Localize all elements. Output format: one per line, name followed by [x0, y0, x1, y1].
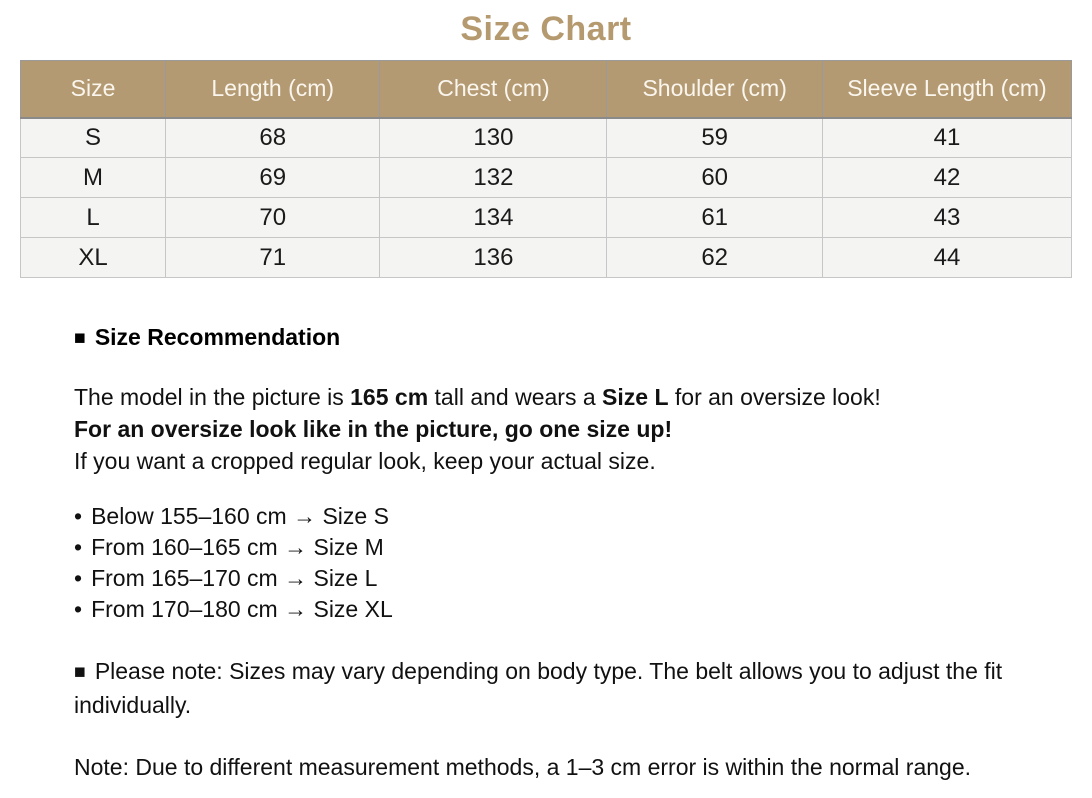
bullet-icon: •: [74, 565, 83, 591]
model-info-text: tall and wears a: [428, 384, 603, 410]
column-header-chest: Chest (cm): [380, 61, 607, 118]
column-header-size: Size: [21, 61, 166, 118]
measurement-note: Note: Due to different measurement methods, a 1–3 cm error is within the normal range.: [74, 754, 972, 780]
size-guide-item-m: [74, 532, 1052, 563]
table-row-m: [21, 158, 1072, 198]
table-header-row: [21, 61, 1072, 118]
size-recommendation-heading: [74, 324, 1052, 351]
size-guide-item-l: [74, 563, 1052, 594]
please-note-paragraph: [74, 655, 1039, 722]
cell-sleeve-length: 41: [822, 118, 1071, 158]
please-note-text: Please note: Sizes may vary depending on body type. The belt allows you to adjust the fit individually.: [74, 658, 1003, 718]
model-info-text: The model in the picture is: [74, 384, 351, 410]
model-info-line: [74, 381, 1052, 413]
size-guide-item-text: From 160–165 cm → Size M: [91, 534, 384, 560]
size-recommendation-heading-label: Size Recommendation: [94, 324, 341, 350]
column-header-length: Length (cm): [166, 61, 380, 118]
bullet-icon: •: [74, 596, 83, 622]
size-guide-item-text: Below 155–160 cm → Size S: [91, 503, 389, 529]
model-info-text: for an oversize look!: [668, 384, 881, 410]
description-content: [0, 324, 1092, 783]
black-square-icon: ■: [74, 327, 86, 349]
bullet-icon: •: [74, 534, 83, 560]
cell-chest: 134: [380, 198, 607, 238]
size-guide-list: [74, 501, 1052, 625]
table-row-xl: [21, 238, 1072, 278]
model-height-value: 165 cm: [350, 384, 429, 410]
cell-chest: 130: [380, 118, 607, 158]
cell-shoulder: 61: [607, 198, 822, 238]
cell-size: M: [21, 158, 166, 198]
oversize-advice-line: For an oversize look like in the picture, go one size up!: [74, 416, 673, 442]
cell-length: 69: [166, 158, 380, 198]
cell-sleeve-length: 44: [822, 238, 1071, 278]
bullet-icon: •: [74, 503, 83, 529]
regular-look-advice-line: If you want a cropped regular look, keep your actual size.: [74, 448, 656, 474]
cell-shoulder: 60: [607, 158, 822, 198]
table-row-s: [21, 118, 1072, 158]
cell-length: 68: [166, 118, 380, 158]
column-header-shoulder: Shoulder (cm): [607, 61, 822, 118]
column-header-sleeve-length: Sleeve Length (cm): [822, 61, 1071, 118]
model-size-value: Size L: [602, 384, 669, 410]
cell-size: L: [21, 198, 166, 238]
black-square-icon: ■: [74, 661, 86, 683]
cell-length: 70: [166, 198, 380, 238]
cell-sleeve-length: 42: [822, 158, 1071, 198]
cell-chest: 136: [380, 238, 607, 278]
cell-size: XL: [21, 238, 166, 278]
table-row-l: [21, 198, 1072, 238]
cell-sleeve-length: 43: [822, 198, 1071, 238]
size-guide-item-xl: [74, 594, 1052, 625]
size-chart-table: [20, 60, 1072, 278]
size-guide-item-text: From 170–180 cm → Size XL: [91, 596, 393, 622]
cell-shoulder: 62: [607, 238, 822, 278]
page-title: Size Chart: [460, 10, 632, 48]
cell-size: S: [21, 118, 166, 158]
size-guide-item-text: From 165–170 cm → Size L: [91, 565, 378, 591]
cell-length: 71: [166, 238, 380, 278]
cell-chest: 132: [380, 158, 607, 198]
cell-shoulder: 59: [607, 118, 822, 158]
recommendation-paragraph: [74, 381, 1052, 477]
size-guide-item-s: [74, 501, 1052, 532]
